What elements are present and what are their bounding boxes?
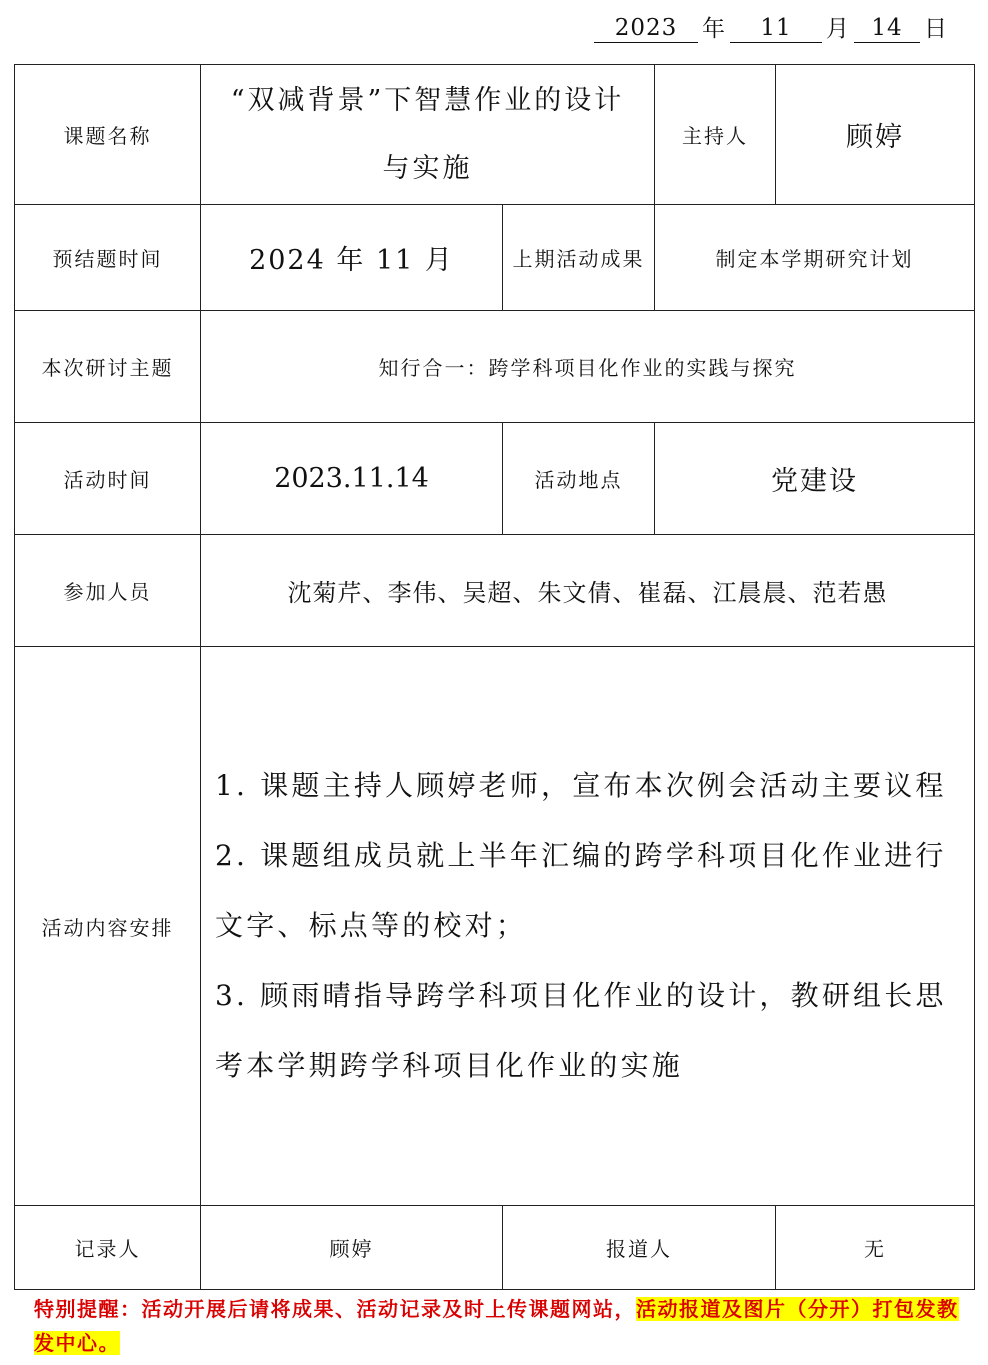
row-content [15, 647, 975, 1206]
topic-value-cell [201, 65, 655, 205]
recorder-label: 记录人 [74, 1237, 141, 1261]
reminder-highlight: 活动报道及图片（分开）打包发教发中心。 [34, 1297, 959, 1355]
date-year-suffix: 年 [702, 16, 726, 42]
reporter-value: 无 [864, 1237, 887, 1261]
reminder-prefix: 特别提醒：活动开展后请将成果、活动记录及时上传课题网站， [34, 1297, 636, 1321]
date-month-suffix: 月 [826, 16, 850, 42]
participants-label-cell [15, 535, 201, 647]
host-label-cell [655, 65, 776, 205]
date-line [594, 14, 952, 43]
activity-time-value: 2023.11.14 [274, 463, 429, 494]
date-month: 11 [730, 14, 822, 43]
activity-time-label-cell [15, 423, 201, 535]
location-label-cell [503, 423, 655, 535]
location-value: 党建设 [771, 466, 859, 497]
theme-value-cell [201, 311, 975, 423]
host-label: 主持人 [682, 124, 749, 148]
recorder-value-cell [201, 1206, 503, 1290]
row-activity-time [15, 423, 975, 535]
content-item-2: 2. 课题组成员就上半年汇编的跨学科项目化作业进行文字、标点等的校对； [215, 839, 947, 942]
recorder-value: 顾婷 [329, 1237, 374, 1261]
last-result-value: 制定本学期研究计划 [715, 247, 914, 271]
participants-label: 参加人员 [63, 580, 152, 604]
reporter-label: 报道人 [606, 1237, 672, 1261]
topic-label-cell [15, 65, 201, 205]
reporter-label-cell [503, 1206, 776, 1290]
end-time-label: 预结题时间 [52, 247, 163, 271]
end-time-value-cell [201, 205, 503, 311]
host-value-cell [776, 65, 975, 205]
date-year: 2023 [594, 14, 698, 43]
row-theme [15, 311, 975, 423]
content-item-3: 3. 顾雨晴指导跨学科项目化作业的设计，教研组长思考本学期跨学科项目化作业的实施 [215, 979, 947, 1082]
last-result-value-cell [655, 205, 975, 311]
topic-line-2: 与实施 [382, 152, 473, 184]
content-value-cell [201, 647, 975, 1206]
topic-line-1: “双减背景”下智慧作业的设计 [230, 84, 625, 116]
theme-label-cell [15, 311, 201, 423]
date-day: 14 [854, 14, 920, 43]
last-result-label: 上期活动成果 [512, 247, 645, 271]
content-item-1: 1. 课题主持人顾婷老师，宣布本次例会活动主要议程 [215, 769, 947, 802]
row-participants [15, 535, 975, 647]
content-label: 活动内容安排 [41, 915, 174, 940]
participants-value: 沈菊芹、李伟、吴超、朱文倩、崔磊、江晨晨、范若愚 [287, 579, 888, 607]
content-label-cell [15, 647, 201, 1206]
theme-label: 本次研讨主题 [41, 356, 174, 380]
host-value: 顾婷 [846, 122, 905, 153]
end-time-value: 2024 年 11 月 [249, 245, 454, 276]
activity-record-table [14, 64, 975, 1290]
reporter-value-cell [776, 1206, 975, 1290]
theme-value: 知行合一：跨学科项目化作业的实践与探究 [378, 356, 797, 380]
topic-label: 课题名称 [63, 124, 152, 148]
row-recorder [15, 1206, 975, 1290]
row-end-time [15, 205, 975, 311]
activity-time-label: 活动时间 [63, 468, 152, 492]
last-result-label-cell [503, 205, 655, 311]
participants-value-cell [201, 535, 975, 647]
activity-time-value-cell [201, 423, 503, 535]
date-day-suffix: 日 [924, 16, 948, 42]
special-reminder [34, 1292, 964, 1360]
row-topic [15, 65, 975, 205]
recorder-label-cell [15, 1206, 201, 1290]
end-time-label-cell [15, 205, 201, 311]
location-label: 活动地点 [534, 468, 623, 492]
location-value-cell [655, 423, 975, 535]
